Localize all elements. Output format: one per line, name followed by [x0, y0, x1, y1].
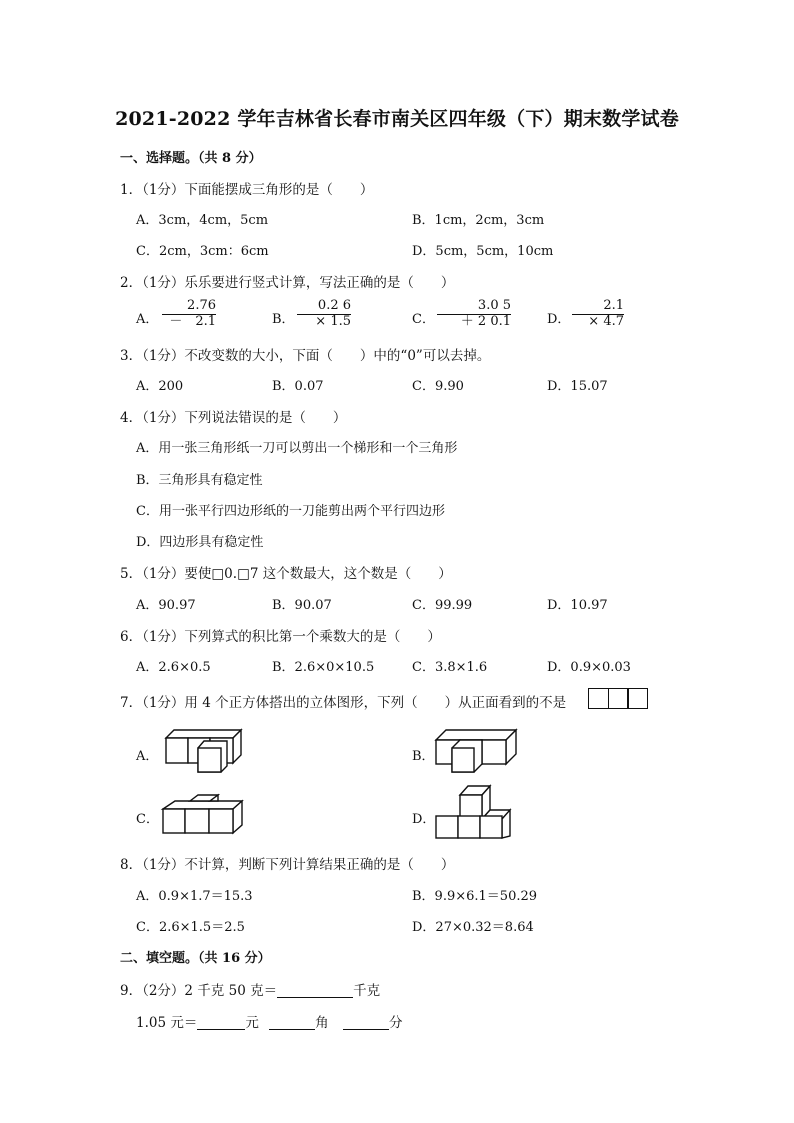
q7-option-d-letter[interactable]: D． [412, 812, 436, 827]
q7-front-view-three-squares [588, 688, 647, 709]
q1-option-d[interactable]: D．5cm，5cm，10cm [412, 244, 554, 259]
q1-option-b[interactable]: B．1cm，2cm，3cm [412, 213, 545, 228]
q1-option-c[interactable]: C．2cm，3cm：6cm [136, 244, 269, 259]
q6-option-b[interactable]: B．2.6×0×10.5 [272, 660, 375, 675]
q2-c-bottom: ＋ 2 0.1 [437, 314, 511, 329]
q2-option-c-letter[interactable]: C． [412, 312, 435, 327]
q9-blank-jiao[interactable] [269, 1015, 315, 1030]
q2-option-c-vertical [437, 299, 511, 329]
q3-option-d[interactable]: D．15.07 [547, 379, 608, 394]
q2-option-a-letter[interactable]: A． [136, 312, 159, 327]
q3-option-c[interactable]: C．9.90 [412, 379, 464, 394]
question-9-line-1 [120, 979, 380, 999]
q7-option-a-cubes-figure [160, 730, 240, 772]
q2-option-b-vertical [297, 299, 351, 329]
question-8-stem: 8．（1分）不计算，判断下列计算结果正确的是（ ） [120, 857, 455, 873]
q7-option-d-cubes-figure [436, 786, 510, 838]
q2-c-top: 3.0 5 [477, 298, 511, 313]
q3-option-a[interactable]: A．200 [136, 379, 184, 394]
question-7-stem: 7．（1分）用 4 个正方体搭出的立体图形，下列（ ）从正面看到的不是 [120, 695, 567, 711]
q5-option-d[interactable]: D．10.97 [547, 598, 608, 613]
q2-option-b-letter[interactable]: B． [272, 312, 295, 327]
question-4-stem: 4．（1分）下列说法错误的是（ ） [120, 410, 347, 426]
q2-b-bottom: × 1.5 [297, 314, 351, 329]
q8-option-d[interactable]: D．27×0.32＝8.64 [412, 920, 534, 935]
q9-stem-b: 千克 [353, 983, 381, 999]
q2-option-d-letter[interactable]: D． [547, 312, 571, 327]
q4-option-a[interactable]: A．用一张三角形纸一刀可以剪出一个梯形和一个三角形 [136, 441, 458, 456]
q9-blank-kg[interactable] [277, 983, 353, 998]
q9-blank-yuan[interactable] [197, 1015, 245, 1030]
q2-a-top: 2.76 [187, 298, 216, 313]
q8-option-c[interactable]: C．2.6×1.5＝2.5 [136, 920, 245, 935]
q7-option-c-letter[interactable]: C． [136, 812, 159, 827]
question-5-stem: 5．（1分）要使□0.□7 这个数最大，这个数是（ ） [120, 566, 452, 582]
q9-blank-fen[interactable] [343, 1015, 389, 1030]
q9-line2-c: 角 [315, 1015, 329, 1031]
question-9-line-2 [136, 1011, 402, 1031]
q1-option-a[interactable]: A．3cm，4cm，5cm [136, 213, 269, 228]
q4-option-d[interactable]: D．四边形具有稳定性 [136, 535, 264, 550]
q9-line2-b: 元 [245, 1015, 259, 1031]
page-title: 2021-2022 学年吉林省长春市南关区四年级（下）期末数学试卷 [115, 108, 679, 130]
section-heading-fill: 二、填空题。（共 16 分） [120, 951, 271, 966]
q2-d-top: 2.1 [603, 298, 624, 313]
q7-option-b-letter[interactable]: B． [412, 749, 435, 764]
q7-option-a-letter[interactable]: A． [136, 749, 159, 764]
q7-option-c-cubes-figure [160, 795, 242, 833]
q9-line2-d: 分 [388, 1015, 403, 1031]
q6-option-d[interactable]: D．0.9×0.03 [547, 660, 631, 675]
q2-option-d-vertical [572, 299, 624, 329]
q3-option-b[interactable]: B．0.07 [272, 379, 324, 394]
q8-option-a[interactable]: A．0.9×1.7＝15.3 [136, 889, 253, 904]
q5-option-b[interactable]: B．90.07 [272, 598, 332, 613]
q4-option-b[interactable]: B．三角形具有稳定性 [136, 473, 263, 488]
section-heading-choice: 一、选择题。（共 8 分） [120, 151, 262, 166]
q7-option-b-cubes-figure [436, 730, 516, 772]
q9-line2-a: 1.05 元＝ [136, 1015, 198, 1031]
q2-d-bottom: × 4.7 [572, 314, 624, 329]
q8-option-b[interactable]: B．9.9×6.1＝50.29 [412, 889, 538, 904]
question-1-stem: 1．（1分）下面能摆成三角形的是（ ） [120, 182, 374, 198]
q6-option-a[interactable]: A．2.6×0.5 [136, 660, 211, 675]
q2-b-top: 0.2 6 [317, 298, 351, 313]
q9-stem-a: 9．（2分）2 千克 50 克＝ [120, 983, 278, 999]
q5-option-a[interactable]: A．90.97 [136, 598, 196, 613]
question-6-stem: 6．（1分）下列算式的积比第一个乘数大的是（ ） [120, 629, 441, 645]
q5-option-c[interactable]: C．99.99 [412, 598, 473, 613]
q4-option-c[interactable]: C．用一张平行四边形纸的一刀能剪出两个平行四边形 [136, 504, 445, 519]
q6-option-c[interactable]: C．3.8×1.6 [412, 660, 488, 675]
question-2-stem: 2．（1分）乐乐要进行竖式计算，写法正确的是（ ） [120, 275, 455, 291]
q2-option-a-vertical [162, 299, 216, 329]
q2-a-bottom: － 2.1 [162, 314, 216, 329]
question-3-stem: 3．（1分）不改变数的大小，下面（ ）中的“0”可以去掉。 [120, 348, 491, 364]
